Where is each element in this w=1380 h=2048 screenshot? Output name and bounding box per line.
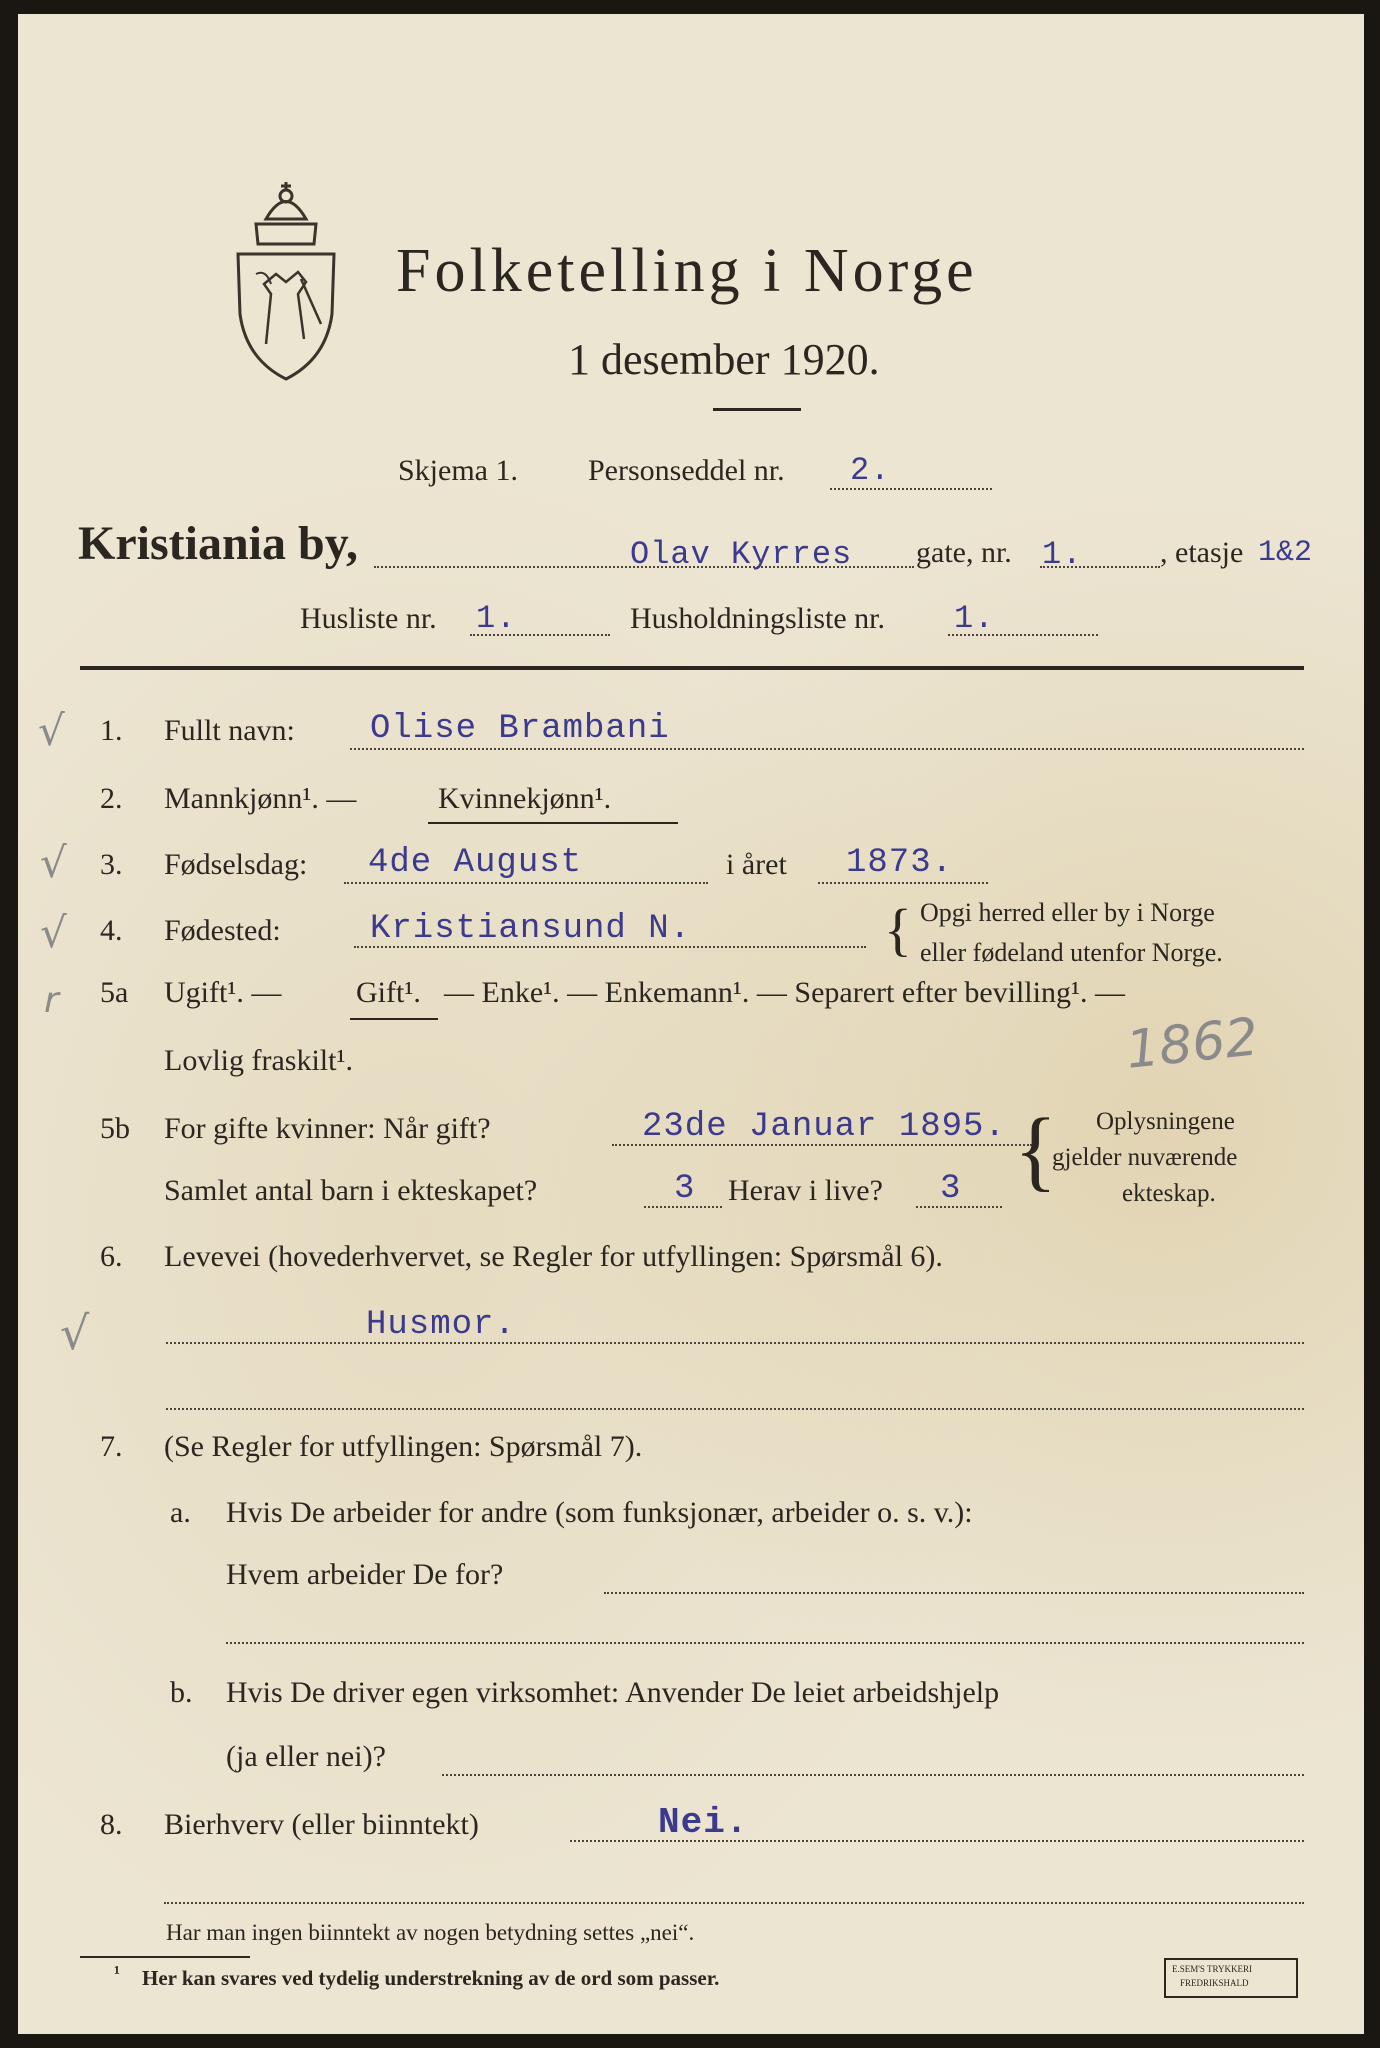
q5b-children-label: Samlet antal barn i ekteskapet? <box>164 1174 538 1207</box>
footnote-divider <box>80 1956 250 1958</box>
husholdning-value[interactable]: 1. <box>954 600 995 637</box>
header-divider <box>80 666 1304 670</box>
street-value[interactable]: Olav Kyrres <box>630 536 853 573</box>
birthday-value[interactable]: 4de August <box>368 844 583 882</box>
full-name-value[interactable]: Olise Brambani <box>370 710 670 748</box>
q5a-ugift: Ugift¹. — <box>164 976 282 1009</box>
q3-number: 3. <box>100 848 123 881</box>
occupation-value[interactable]: Husmor. <box>366 1306 516 1344</box>
q7-label: (Se Regler for utfyllingen: Spørsmål 7). <box>164 1430 643 1463</box>
q7b-question: (ja eller nei)? <box>226 1740 386 1773</box>
q8-number: 8. <box>100 1808 123 1841</box>
pencil-year-note: 1862 <box>1123 1007 1262 1081</box>
q5b-brace: { <box>1014 1101 1058 1200</box>
q3-label: Fødselsdag: <box>164 848 308 881</box>
q4-check: √ <box>40 908 67 957</box>
q6-line-2 <box>166 1408 1304 1410</box>
form-title: Folketelling i Norge <box>396 237 978 305</box>
q6-check: √ <box>60 1306 90 1360</box>
q2-number: 2. <box>100 782 123 815</box>
city-label: Kristiania by, <box>78 517 359 570</box>
q7a-letter: a. <box>170 1496 191 1529</box>
q1-number: 1. <box>100 714 123 747</box>
birth-year-value[interactable]: 1873. <box>846 844 954 882</box>
q1-check: √ <box>38 706 65 755</box>
census-form-page <box>18 14 1364 2034</box>
children-alive-value[interactable]: 3 <box>940 1170 962 1208</box>
birthplace-value[interactable]: Kristiansund N. <box>370 910 692 948</box>
q5a-number: 5a <box>100 976 129 1009</box>
q4-number: 4. <box>100 914 123 947</box>
q5b-number: 5b <box>100 1112 130 1145</box>
personseddel-label: Personseddel nr. <box>588 454 785 487</box>
q6-number: 6. <box>100 1240 123 1273</box>
q4-note-1: Opgi herred eller by i Norge <box>920 898 1215 927</box>
q5b-label: For gifte kvinner: Når gift? <box>164 1112 491 1145</box>
q7b-line <box>442 1774 1304 1776</box>
q7a-text: Hvis De arbeider for andre (som funksjonær, arbeider o. s. v.): <box>226 1496 973 1529</box>
title-divider <box>713 408 801 411</box>
nr-value[interactable]: 1. <box>1042 536 1083 573</box>
side-income-value[interactable]: Nei. <box>658 1802 749 1843</box>
q5a-gift-underline <box>350 1018 438 1020</box>
q5b-alive-label: Herav i live? <box>728 1174 883 1207</box>
q2-mann: Mannkjønn¹. — <box>164 782 357 815</box>
q4-note-2: eller fødeland utenfor Norge. <box>920 938 1223 967</box>
footnote-marker: ¹ <box>114 1962 120 1984</box>
personseddel-value[interactable]: 2. <box>850 452 891 489</box>
side-income-note: Har man ingen biinntekt av nogen betydning settes „nei“. <box>166 1920 695 1945</box>
q5a-line2: Lovlig fraskilt¹. <box>164 1044 353 1077</box>
q3-line <box>344 882 708 884</box>
q6-line-1 <box>166 1342 1304 1344</box>
q5a-rest: — Enke¹. — Enkemann¹. — Separert efter bevilling¹. — <box>444 976 1125 1009</box>
husliste-value[interactable]: 1. <box>476 600 517 637</box>
printer-stamp <box>1164 1958 1298 1998</box>
husliste-label: Husliste nr. <box>300 602 437 635</box>
etasje-label: , etasje <box>1160 536 1244 569</box>
footnote-text: Her kan svares ved tydelig understrekning av de ord som passer. <box>142 1966 720 1990</box>
q2-kvinne: Kvinnekjønn¹. <box>438 782 612 815</box>
q3-check: √ <box>40 838 67 887</box>
q7b-letter: b. <box>170 1676 193 1709</box>
q5b-note-3: ekteskap. <box>1122 1180 1216 1207</box>
q6-label: Levevei (hovederhvervet, se Regler for utfyllingen: Spørsmål 6). <box>164 1240 943 1273</box>
norwegian-coat-of-arms-icon <box>226 174 346 389</box>
marriage-date-value[interactable]: 23de Januar 1895. <box>642 1108 1006 1146</box>
q5b-note-2: gjelder nuværende <box>1052 1144 1238 1171</box>
gate-label: gate, nr. <box>916 536 1012 569</box>
q5a-check: r <box>44 980 59 1021</box>
q7a-line-2 <box>226 1642 1304 1644</box>
etasje-value[interactable]: 1&2 <box>1258 536 1313 570</box>
q7b-text: Hvis De driver egen virksomhet: Anvender De leiet arbeidshjelp <box>226 1676 1000 1709</box>
q7-number: 7. <box>100 1430 123 1463</box>
husholdning-label: Husholdningsliste nr. <box>630 602 886 635</box>
children-count-value[interactable]: 3 <box>674 1170 696 1208</box>
q3-year-line <box>818 882 988 884</box>
q8-label: Bierhverv (eller biinntekt) <box>164 1808 479 1841</box>
q1-label: Fullt navn: <box>164 714 295 747</box>
q4-label: Fødested: <box>164 914 281 947</box>
q2-kvinne-underline <box>428 822 678 824</box>
q4-brace: { <box>884 897 912 962</box>
q7a-question: Hvem arbeider De for? <box>226 1558 504 1591</box>
q7a-line-1 <box>604 1592 1304 1594</box>
q8-line-2 <box>164 1902 1304 1904</box>
q5b-note-1: Oplysningene <box>1096 1108 1235 1135</box>
q5a-gift: Gift¹. <box>356 976 421 1009</box>
schema-label: Skjema 1. <box>398 454 518 487</box>
printer-stamp-line-2: FREDRIKSHALD <box>1180 1978 1249 1988</box>
q3-year-label: i året <box>726 848 787 881</box>
printer-stamp-line-1: E.SEM'S TRYKKERI <box>1172 1964 1252 1974</box>
q1-line <box>350 748 1304 750</box>
census-date: 1 desember 1920. <box>568 335 880 384</box>
